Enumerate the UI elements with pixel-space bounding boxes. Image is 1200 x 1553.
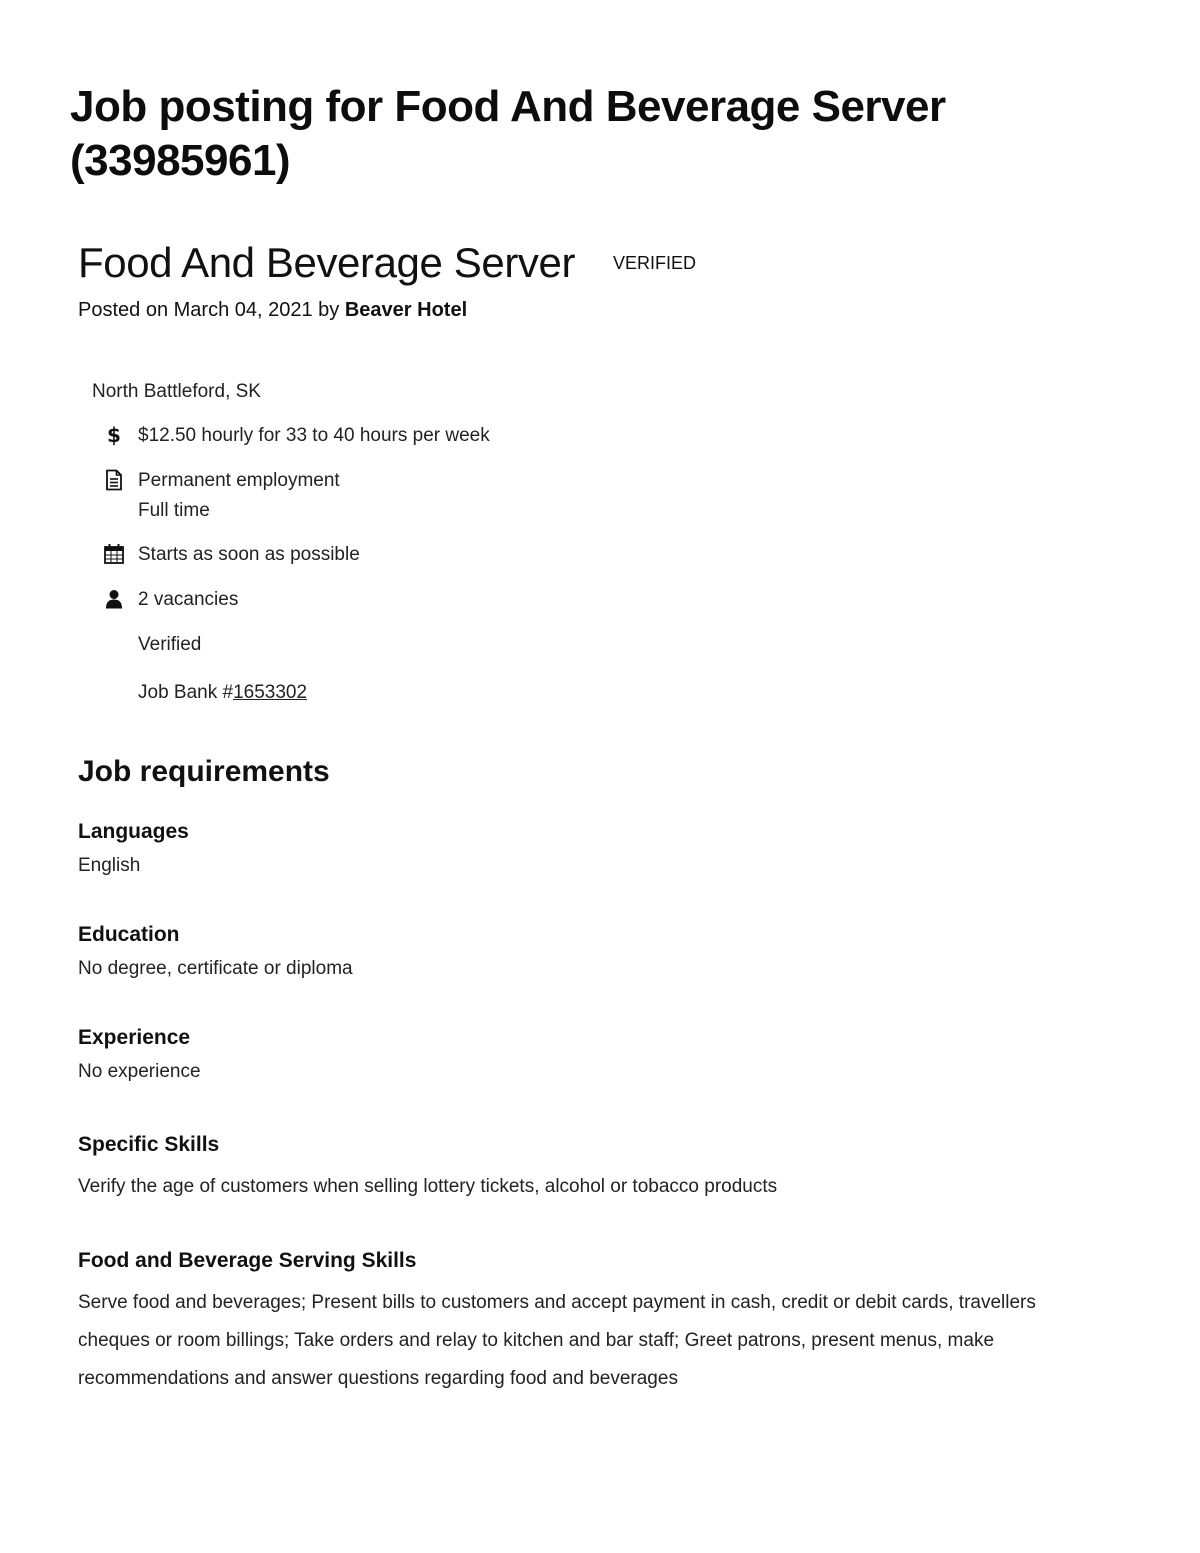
serving-skills-value: Serve food and beverages; Present bills to customers and accept payment in cash, credit or debit cards, travellers cheques or room billings; Take orders and relay to kitchen and bar staff; Greet patrons, present menus, make recommendations and answer questions regarding food and beverages — [78, 1292, 1036, 1389]
languages-block — [78, 817, 1108, 881]
verified-text: Verified — [138, 634, 202, 655]
requirements-section — [78, 752, 1118, 792]
education-value: No degree, certificate or diploma — [78, 958, 353, 979]
education-label: Education — [78, 923, 180, 946]
person-icon — [100, 587, 128, 611]
experience-value: No experience — [78, 1061, 201, 1082]
document-icon — [100, 468, 128, 492]
specific-skills-value: Verify the age of customers when selling lottery tickets, alcohol or tobacco products — [78, 1176, 778, 1197]
job-title: Food And Beverage Server — [78, 239, 576, 286]
employer-name: Beaver Hotel — [344, 299, 468, 321]
experience-block — [78, 1023, 1108, 1087]
requirements-heading: Job requirements — [78, 755, 330, 788]
job-bank-row — [138, 678, 307, 708]
job-bank-prefix: Job Bank # — [138, 682, 234, 703]
job-bank-number-link[interactable]: 1653302 — [233, 682, 308, 703]
posted-date-text: Posted on March 04, 2021 by — [78, 299, 340, 321]
start-row — [100, 540, 360, 570]
experience-label: Experience — [78, 1026, 191, 1049]
posted-line — [78, 296, 1118, 324]
serving-skills-label: Food and Beverage Serving Skills — [78, 1249, 417, 1272]
employment-type: Permanent employment — [138, 470, 340, 491]
education-block — [78, 920, 1108, 984]
employment-schedule: Full time — [138, 500, 210, 521]
dollar-icon — [100, 423, 128, 447]
page-title: Job posting for Food And Beverage Server (33985961) — [70, 82, 946, 185]
calendar-icon — [100, 542, 128, 566]
svg-text:$: $ — [107, 424, 121, 446]
languages-value: English — [78, 855, 141, 876]
salary-text: $12.50 hourly for 33 to 40 hours per week — [138, 425, 490, 446]
job-header — [78, 236, 1118, 324]
specific-skills-label: Specific Skills — [78, 1133, 220, 1156]
vacancies-text: 2 vacancies — [138, 589, 239, 610]
employment-text — [138, 466, 340, 526]
job-location: North Battleford, SK — [92, 381, 261, 402]
start-text: Starts as soon as possible — [138, 544, 360, 565]
languages-label: Languages — [78, 820, 189, 843]
verified-badge: VERIFIED — [613, 253, 697, 273]
serving-skills-block — [78, 1246, 1078, 1398]
employment-row — [100, 466, 340, 526]
job-title-row — [78, 236, 1118, 290]
specific-skills-block — [78, 1130, 1108, 1206]
salary-row — [100, 421, 490, 451]
vacancies-row — [100, 585, 238, 615]
